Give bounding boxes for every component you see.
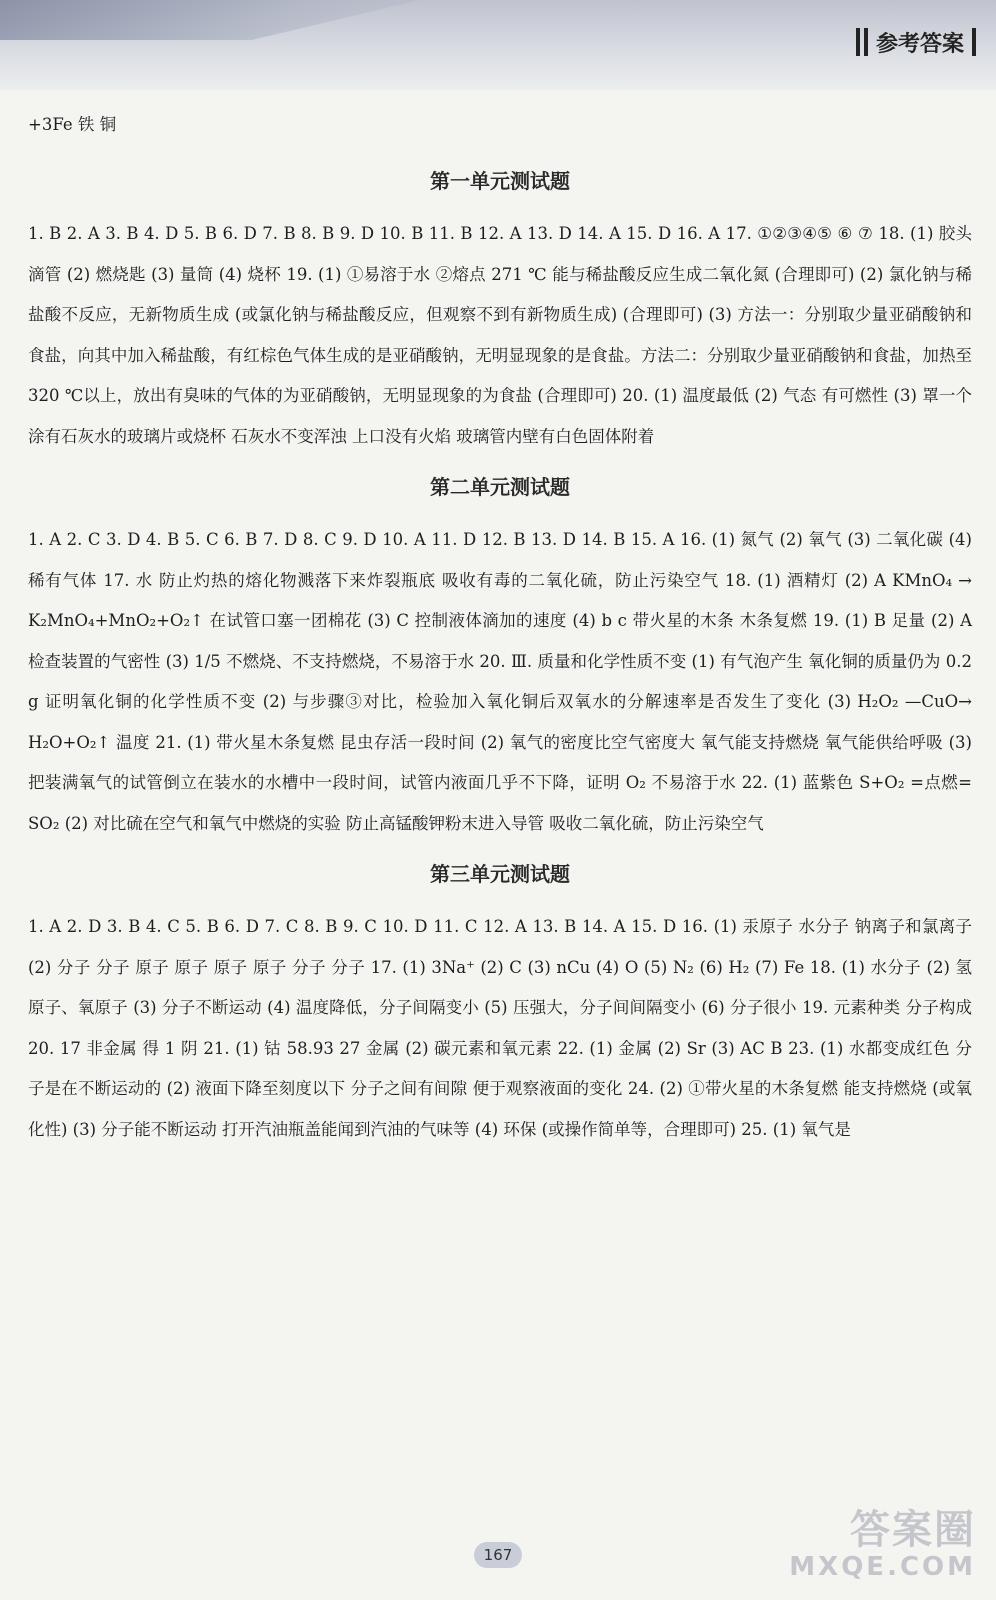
section-text-3: 1. A 2. D 3. B 4. C 5. B 6. D 7. C 8. B 9. C 10. D 11. C 12. A 13. B 14. A 15. D 16. (1) 汞原子 水分子 钠离子和氯离子 (2) 分子 分子 原子 原子 原子 原子 分子 分子 17. (1) 3Na⁺ (2) C (3) nCu (4) O (5) N₂ (6) H₂ (7) Fe 18. (1) 水分子 (2) 氢原子、氧原子 (3) 分子不断运动 (4) 温度降低，分子间隔变小 (5) 压强大，分子间间隔变小 (6) 分子很小 19. 元素种类 分子构成 20. 17 非金属 得 1 阴 21. (1) 钴 58.93 27 金属 (2) 碳元素和氧元素 22. (1) 金属 (2) Sr (3) AC B 23. (1) 水都变成红色 分子是在不断运动的 (2) 液面下降至刻度以下 分子之间有间隙 便于观察液面的变化 24. (2) ①带火星的木条复燃 能支持燃烧 (或氧化性) (3) 分子能不断运动 打开汽油瓶盖能闻到汽油的气味等 (4) 环保 (或操作简单等，合理即可) 25. (1) 氧气是 [28,917,972,1139]
header-tag-text: 参考答案 [875,31,964,57]
answer-content [28,112,972,1150]
section-title-1: 第一单元测试题 [430,169,570,193]
header-tag [854,24,978,60]
header-bar-left [856,28,860,56]
header-bar-right [972,28,976,56]
section-title-2: 第二单元测试题 [430,475,570,499]
page-number: 167 [474,1542,522,1568]
section-title-3: 第三单元测试题 [430,862,570,886]
intro-line: +3Fe 铁 铜 [28,115,117,134]
watermark-line1: 答案圈 [850,1507,976,1553]
header-band [0,0,996,90]
section-text-2: 1. A 2. C 3. D 4. B 5. C 6. B 7. D 8. C 9. D 10. A 11. D 12. B 13. D 14. B 15. A 16. (1) 氮气 (2) 氧气 (3) 二氧化碳 (4) 稀有气体 17. 水 防止灼热的熔化物溅落下来炸裂瓶底 吸收有毒的二氧化硫，防止污染空气 18. (1) 酒精灯 (2) A KMnO₄ → K₂MnO₄+MnO₂+O₂↑ 在试管口塞一团棉花 (3) C 控制液体滴加的速度 (4) b c 带火星的木条 木条复燃 19. (1) B 足量 (2) A 检查装置的气密性 (3) 1/5 不燃烧、不支持燃烧，不易溶于水 20. Ⅲ. 质量和化学性质不变 (1) 有气泡产生 氧化铜的质量仍为 0.2 g 证明氧化铜的化学性质不变 (2) 与步骤③对比，检验加入氧化铜后双氧水的分解速率是否发生了变化 (3) H₂O₂ —CuO→ H₂O+O₂↑ 温度 21. (1) 带火星木条复燃 昆虫存活一段时间 (2) 氧气的密度比空气密度大 氧气能支持燃烧 氧气能供给呼吸 (3) 把装满氧气的试管倒立在装水的水槽中一段时间，试管内液面几乎不下降，证明 O₂ 不易溶于水 22. (1) 蓝紫色 S+O₂ =点燃= SO₂ (2) 对比硫在空气和氧气中燃烧的实验 防止高锰酸钾粉末进入导管 吸收二氧化硫，防止污染空气 [28,530,972,833]
section-text-1: 1. B 2. A 3. B 4. D 5. B 6. D 7. B 8. B 9. D 10. B 11. B 12. A 13. D 14. A 15. D 16. A 17. ①②③④⑤ ⑥ ⑦ 18. (1) 胶头滴管 (2) 燃烧匙 (3) 量筒 (4) 烧杯 19. (1) ①易溶于水 ②熔点 271 ℃ 能与稀盐酸反应生成二氧化氮 (合理即可) (2) 氯化钠与稀盐酸不反应，无新物质生成 (或氯化钠与稀盐酸反应，但观察不到有新物质生成) (合理即可) (3) 方法一：分别取少量亚硝酸钠和食盐，向其中加入稀盐酸，有红棕色气体生成的是亚硝酸钠，无明显现象的是食盐。方法二：分别取少量亚硝酸钠和食盐，加热至 320 ℃以上，放出有臭味的气体的为亚硝酸钠，无明显现象的为食盐 (合理即可) 20. (1) 温度最低 (2) 气态 有可燃性 (3) 罩一个涂有石灰水的玻璃片或烧杯 石灰水不变浑浊 上口没有火焰 玻璃管内壁有白色固体附着 [28,224,972,446]
header-bar-left-2 [864,28,868,56]
watermark-logo [789,1508,976,1582]
watermark-line2: MXQE.COM [789,1552,976,1582]
